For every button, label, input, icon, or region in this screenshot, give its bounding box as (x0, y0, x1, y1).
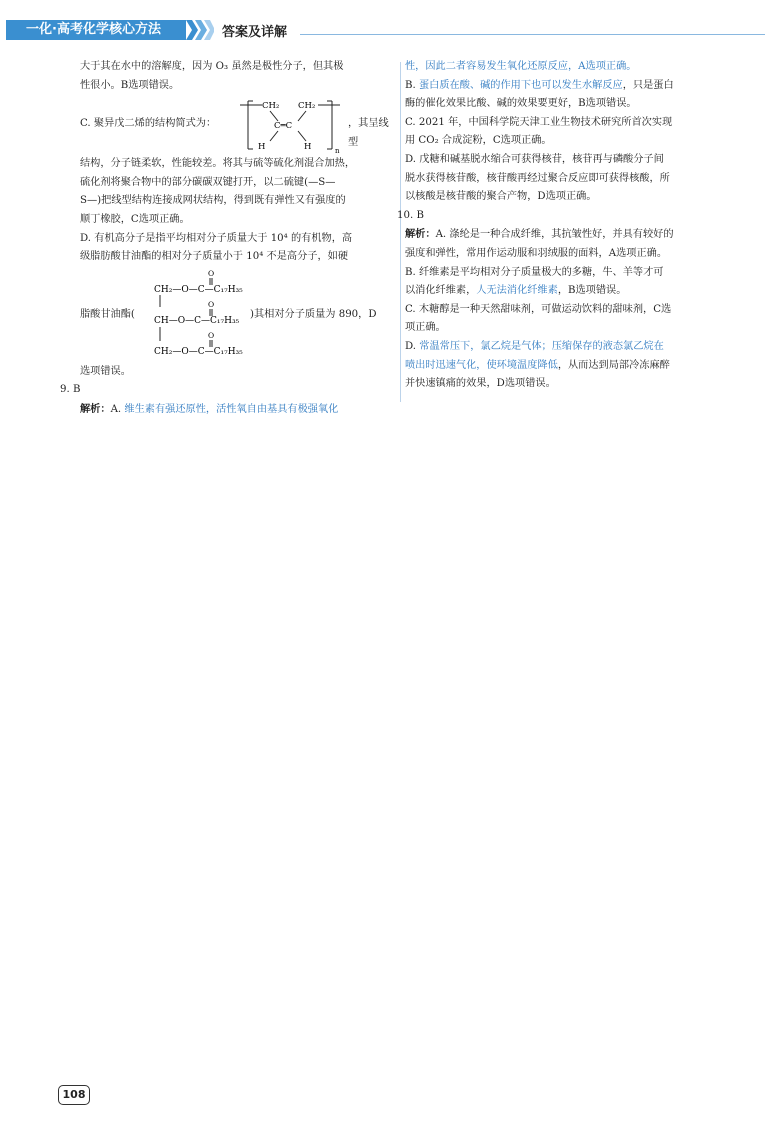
text-line: 强度和弹性，常用作运动服和羽绒服的面料，A选项正确。 (405, 247, 668, 259)
oxygen-label: O (208, 299, 215, 309)
polyisoprene-structure (240, 95, 350, 155)
text-line: 并快速镇痛的效果，D选项错误。 (405, 378, 556, 390)
analysis-label: 解析： (80, 402, 111, 415)
text-line (405, 77, 760, 96)
ch2-label: CH₂ (262, 101, 280, 112)
text-line: D. 戊糖和碱基脱水缩合可获得核苷，核苷再与磷酸分子间 (405, 153, 664, 165)
question-10-answer: 10. B (397, 209, 424, 221)
text-line (405, 282, 760, 301)
text-inline: ，其呈线型 (348, 118, 389, 148)
subscript-n: n (335, 147, 340, 156)
text-line (405, 338, 760, 357)
text-line: 顺丁橡胶，C选项正确。 (80, 213, 190, 225)
double-bond-label: C═C (274, 121, 293, 132)
chevron-decoration-icon (186, 18, 214, 42)
analysis-label: 解析： (405, 228, 436, 241)
oxygen-label: O (208, 330, 215, 340)
highlight-text: 蛋白质在酸、碱的作用下也可以发生水解反应 (418, 79, 623, 91)
text-line: 酶的催化效果比酸、碱的效果要更好，B选项错误。 (405, 98, 637, 110)
text-line: 大于其在水中的溶解度，因为 O₃ 虽然是极性分子，但其极 (80, 61, 344, 72)
column-divider (400, 62, 401, 402)
text-inline: ，从而达到局部冷冻麻醉 (557, 359, 670, 371)
h-label: H (304, 142, 312, 153)
series-title: 一化·高考化学核心方法 (6, 20, 186, 40)
text-inline: A. 涤纶是一种合成纤维，其抗皱性好，并具有较好的 (435, 229, 674, 241)
ester-row: CH₂—O—C—C₁₇H₃₅ (154, 284, 243, 295)
text-line: B. 纤维素是平均相对分子质量极大的多糖，牛、羊等才可 (405, 266, 664, 278)
text-line: C. 2021 年，中国科学院天津工业生物技术研究所首次实现 (405, 116, 673, 128)
text-inline: 以消化纤维素， (405, 285, 477, 297)
highlight-text: 常温常压下，氯乙烷是气体；压缩保存的液态氯乙烷在 (419, 340, 664, 352)
highlight-text: 喷出时迅速气化，使环境温度降低 (405, 359, 558, 371)
header-rule (300, 34, 765, 35)
text-line: C. 木糖醇是一种天然甜味剂，可做运动饮料的甜味剂，C选 (405, 303, 672, 315)
text-line: 选项错误。 (80, 365, 131, 377)
right-column (397, 58, 760, 394)
ester-row: CH—O—C—C₁₇H₃₅ (154, 315, 240, 326)
text-line (405, 357, 760, 376)
text-line: 脱水获得核苷酸，核苷酸再经过聚合反应即可获得核酸，所 (405, 172, 670, 184)
ester-row: CH₂—O—C—C₁₇H₃₅ (154, 346, 243, 357)
polyisoprene-formula-block (80, 95, 395, 155)
text-inline: A. (110, 403, 125, 415)
text-line: 项正确。 (405, 322, 446, 334)
question-9-answer: 9. B (60, 384, 81, 396)
page-number: 108 (58, 1085, 90, 1105)
text-inline: )其相对分子质量为 890，D (250, 308, 377, 320)
text-line: 硫化剂将聚合物中的部分碳碳双键打开，以二硫键(—S— (80, 176, 336, 188)
text-inline: B. (405, 79, 419, 91)
section-title: 答案及详解 (222, 25, 288, 40)
text-line: D. 有机高分子是指平均相对分子质量大于 10⁴ 的有机物，高 (80, 232, 353, 244)
highlight-text: 维生素有强还原性，活性氧自由基具有极强氧化 (124, 403, 339, 415)
text-line: S—)把线型结构连接成网状结构，得到既有弹性又有强度的 (80, 195, 346, 207)
h-label: H (258, 142, 266, 153)
text-inline: ，B选项错误。 (557, 285, 627, 297)
text-line: 性很小。B选项错误。 (80, 79, 180, 91)
text-inline: C. 聚异戊二烯的结构简式为： (80, 118, 217, 130)
text-line (405, 58, 760, 77)
text-line: 以核酸是核苷酸的聚合产物，D选项正确。 (405, 191, 597, 203)
analysis-line (405, 225, 760, 245)
text-inline: D. (405, 340, 420, 352)
highlight-text: 性，因此二者容易发生氧化还原反应，A选项正确。 (405, 61, 637, 72)
text-line: 用 CO₂ 合成淀粉，C选项正确。 (405, 135, 552, 147)
analysis-line (80, 400, 395, 420)
ch2-label: CH₂ (298, 101, 316, 112)
text-line: 结构，分子链柔软，性能较差。将其与硫等硫化剂混合加热， (80, 158, 356, 170)
glyceryl-stearate-block (80, 267, 395, 363)
text-inline: 脂酸甘油酯( (80, 308, 135, 320)
oxygen-label: O (208, 268, 215, 278)
text-line: 级脂肪酸甘油酯的相对分子质量小于 10⁴ 不是高分子，如硬 (80, 251, 349, 263)
page-header (0, 12, 771, 42)
left-column (60, 58, 395, 420)
text-inline: ，只是蛋白 (622, 79, 674, 91)
highlight-text: 人无法消化纤维素 (476, 285, 558, 297)
